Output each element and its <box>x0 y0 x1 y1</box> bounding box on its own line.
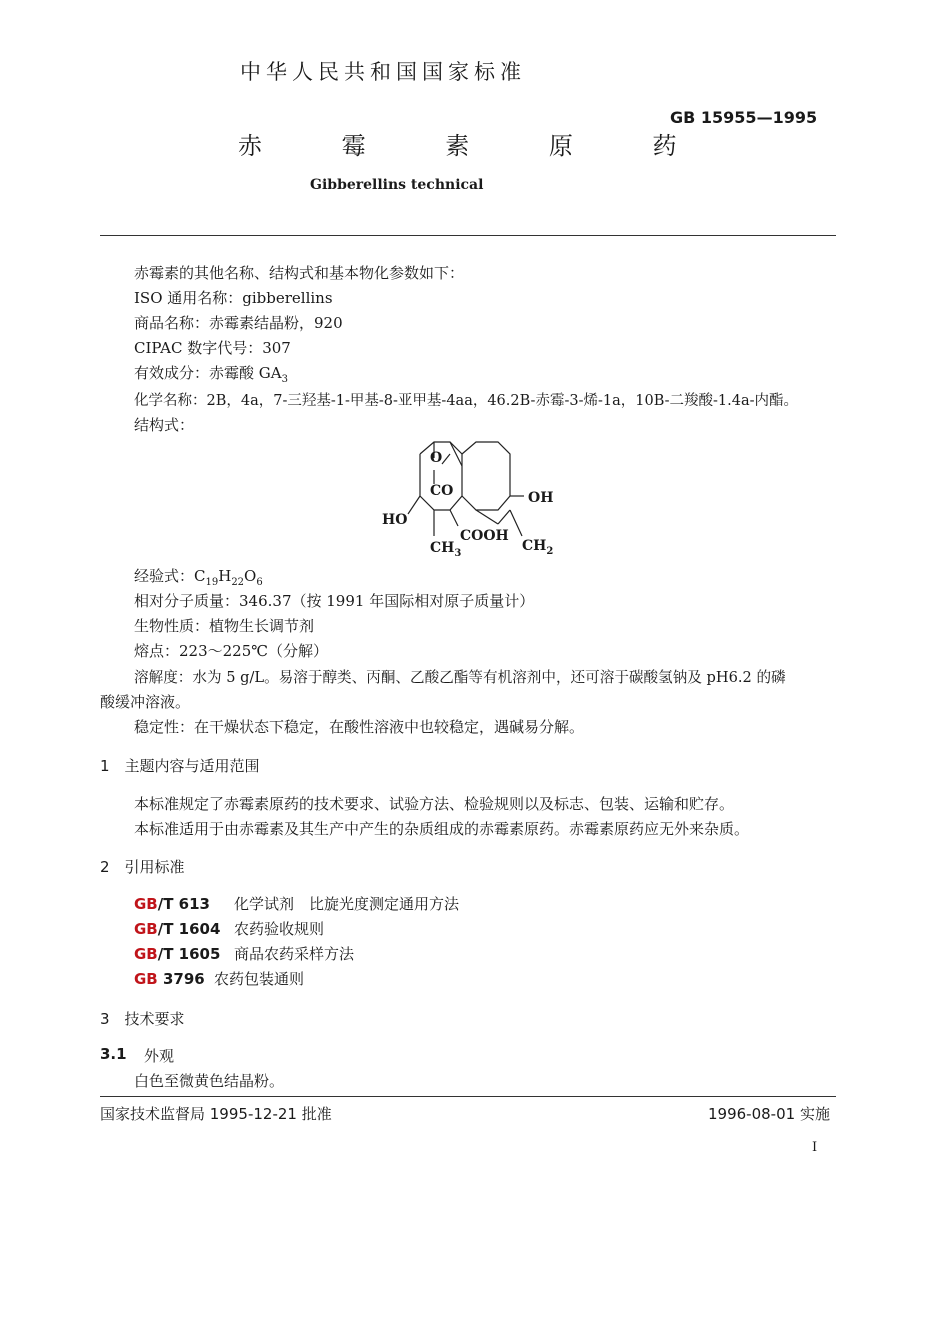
section-1-paragraph-2: 本标准适用于由赤霉素及其生产中产生的杂质组成的赤霉素原药。赤霉素原药应无外来杂质。 <box>134 820 750 838</box>
structure-ch2-text: CH <box>522 538 547 554</box>
subsection-3-1-number: 3.1 <box>100 1045 127 1063</box>
reference-item <box>134 968 304 989</box>
formula-c-subscript: 19 <box>205 577 219 588</box>
document-title-en: Gibberellins technical <box>310 177 484 193</box>
page-number: I <box>812 1140 818 1155</box>
subsection-3-1-title: 外观 <box>144 1047 175 1065</box>
trade-name: 商品名称：赤霉素结晶粉，920 <box>134 314 343 332</box>
stability: 稳定性：在干燥状态下稳定，在酸性溶液中也较稳定，遇碱易分解。 <box>134 718 585 736</box>
chemical-name: 化学名称：2B，4a，7-三羟基-1-甲基-8-亚甲基-4aa，46.2B-赤霉-3-烯-1a，10B-二羧酸-1.4a-内酯。 <box>134 393 799 409</box>
reference-number: /T 1604 <box>157 920 221 938</box>
reference-prefix: GB <box>134 945 158 963</box>
reference-code <box>134 945 234 963</box>
section-3-heading: 3 技术要求 <box>100 1010 185 1028</box>
effective-date: 1996-08-01 实施 <box>708 1105 830 1123</box>
structure-o: O <box>430 450 443 466</box>
reference-number: /T 1605 <box>157 945 221 963</box>
standard-number: GB 15955—1995 <box>670 108 818 127</box>
reference-title: 农药验收规则 <box>234 920 325 938</box>
reference-item <box>134 893 459 914</box>
formula-o-label: O <box>244 567 257 585</box>
reference-prefix: GB <box>134 970 158 988</box>
solubility-line-2: 酸缓冲溶液。 <box>100 693 191 711</box>
reference-code <box>134 895 234 913</box>
reference-prefix: GB <box>134 895 158 913</box>
reference-number: 3796 <box>157 970 205 988</box>
iso-name: ISO 通用名称：gibberellins <box>134 289 333 307</box>
intro-lead: 赤霉素的其他名称、结构式和基本物化参数如下： <box>134 264 465 282</box>
empirical-formula <box>134 565 263 588</box>
formula-h-subscript: 22 <box>231 577 245 588</box>
structure-co: CO <box>430 483 454 499</box>
active-ingredient-label: 有效成分：赤霉酸 GA <box>134 364 282 382</box>
reference-item <box>134 918 324 939</box>
formula-h-label: H <box>218 567 232 585</box>
formula-o-subscript: 6 <box>256 577 263 588</box>
document-title-cn: 赤 霉 素 原 药 <box>238 132 713 160</box>
active-ingredient <box>134 362 288 385</box>
reference-title: 商品农药采样方法 <box>234 945 355 963</box>
reference-code <box>134 920 234 938</box>
structure-oh: OH <box>528 490 554 506</box>
national-standard-title: 中华人民共和国国家标准 <box>240 60 526 84</box>
structure-ch2 <box>522 538 553 557</box>
formula-c-label: 经验式：C <box>134 567 206 585</box>
section-1-paragraph-1: 本标准规定了赤霉素原药的技术要求、试验方法、检验规则以及标志、包装、运输和贮存。 <box>134 795 735 813</box>
section-1-heading: 1 主题内容与适用范围 <box>100 757 260 775</box>
molecular-mass: 相对分子质量：346.37（按 1991 年国际相对原子质量计） <box>134 592 535 610</box>
structural-formula <box>376 436 576 564</box>
reference-number: /T 613 <box>157 895 210 913</box>
structure-ch2-subscript: 2 <box>546 545 554 557</box>
subsection-3-1-text: 白色至微黄色结晶粉。 <box>134 1072 285 1090</box>
reference-code <box>134 970 214 988</box>
active-ingredient-subscript: 3 <box>281 374 288 385</box>
reference-prefix: GB <box>134 920 158 938</box>
structure-ho: HO <box>382 512 408 528</box>
structure-ch3-subscript: 3 <box>454 547 462 559</box>
cipac-code: CIPAC 数字代号：307 <box>134 339 291 357</box>
approval-date: 国家技术监督局 1995-12-21 批准 <box>100 1105 332 1123</box>
structure-label: 结构式： <box>134 416 195 434</box>
reference-item <box>134 943 354 964</box>
solubility-line-1: 溶解度：水为 5 g/L。易溶于醇类、丙酮、乙酸乙酯等有机溶剂中，还可溶于碳酸氢钠及 pH6.2 的磷 <box>134 669 786 686</box>
reference-title: 农药包装通则 <box>214 970 305 988</box>
structure-ch3 <box>430 540 461 559</box>
melting-point: 熔点：223～225℃（分解） <box>134 642 329 660</box>
structure-ch3-text: CH <box>430 540 455 556</box>
structure-cooh: COOH <box>460 528 509 544</box>
section-2-heading: 2 引用标准 <box>100 858 185 876</box>
reference-title: 化学试剂 比旋光度测定通用方法 <box>234 895 460 913</box>
footer-divider <box>100 1096 836 1097</box>
bio-property: 生物性质：植物生长调节剂 <box>134 617 315 635</box>
header-divider <box>100 235 836 236</box>
